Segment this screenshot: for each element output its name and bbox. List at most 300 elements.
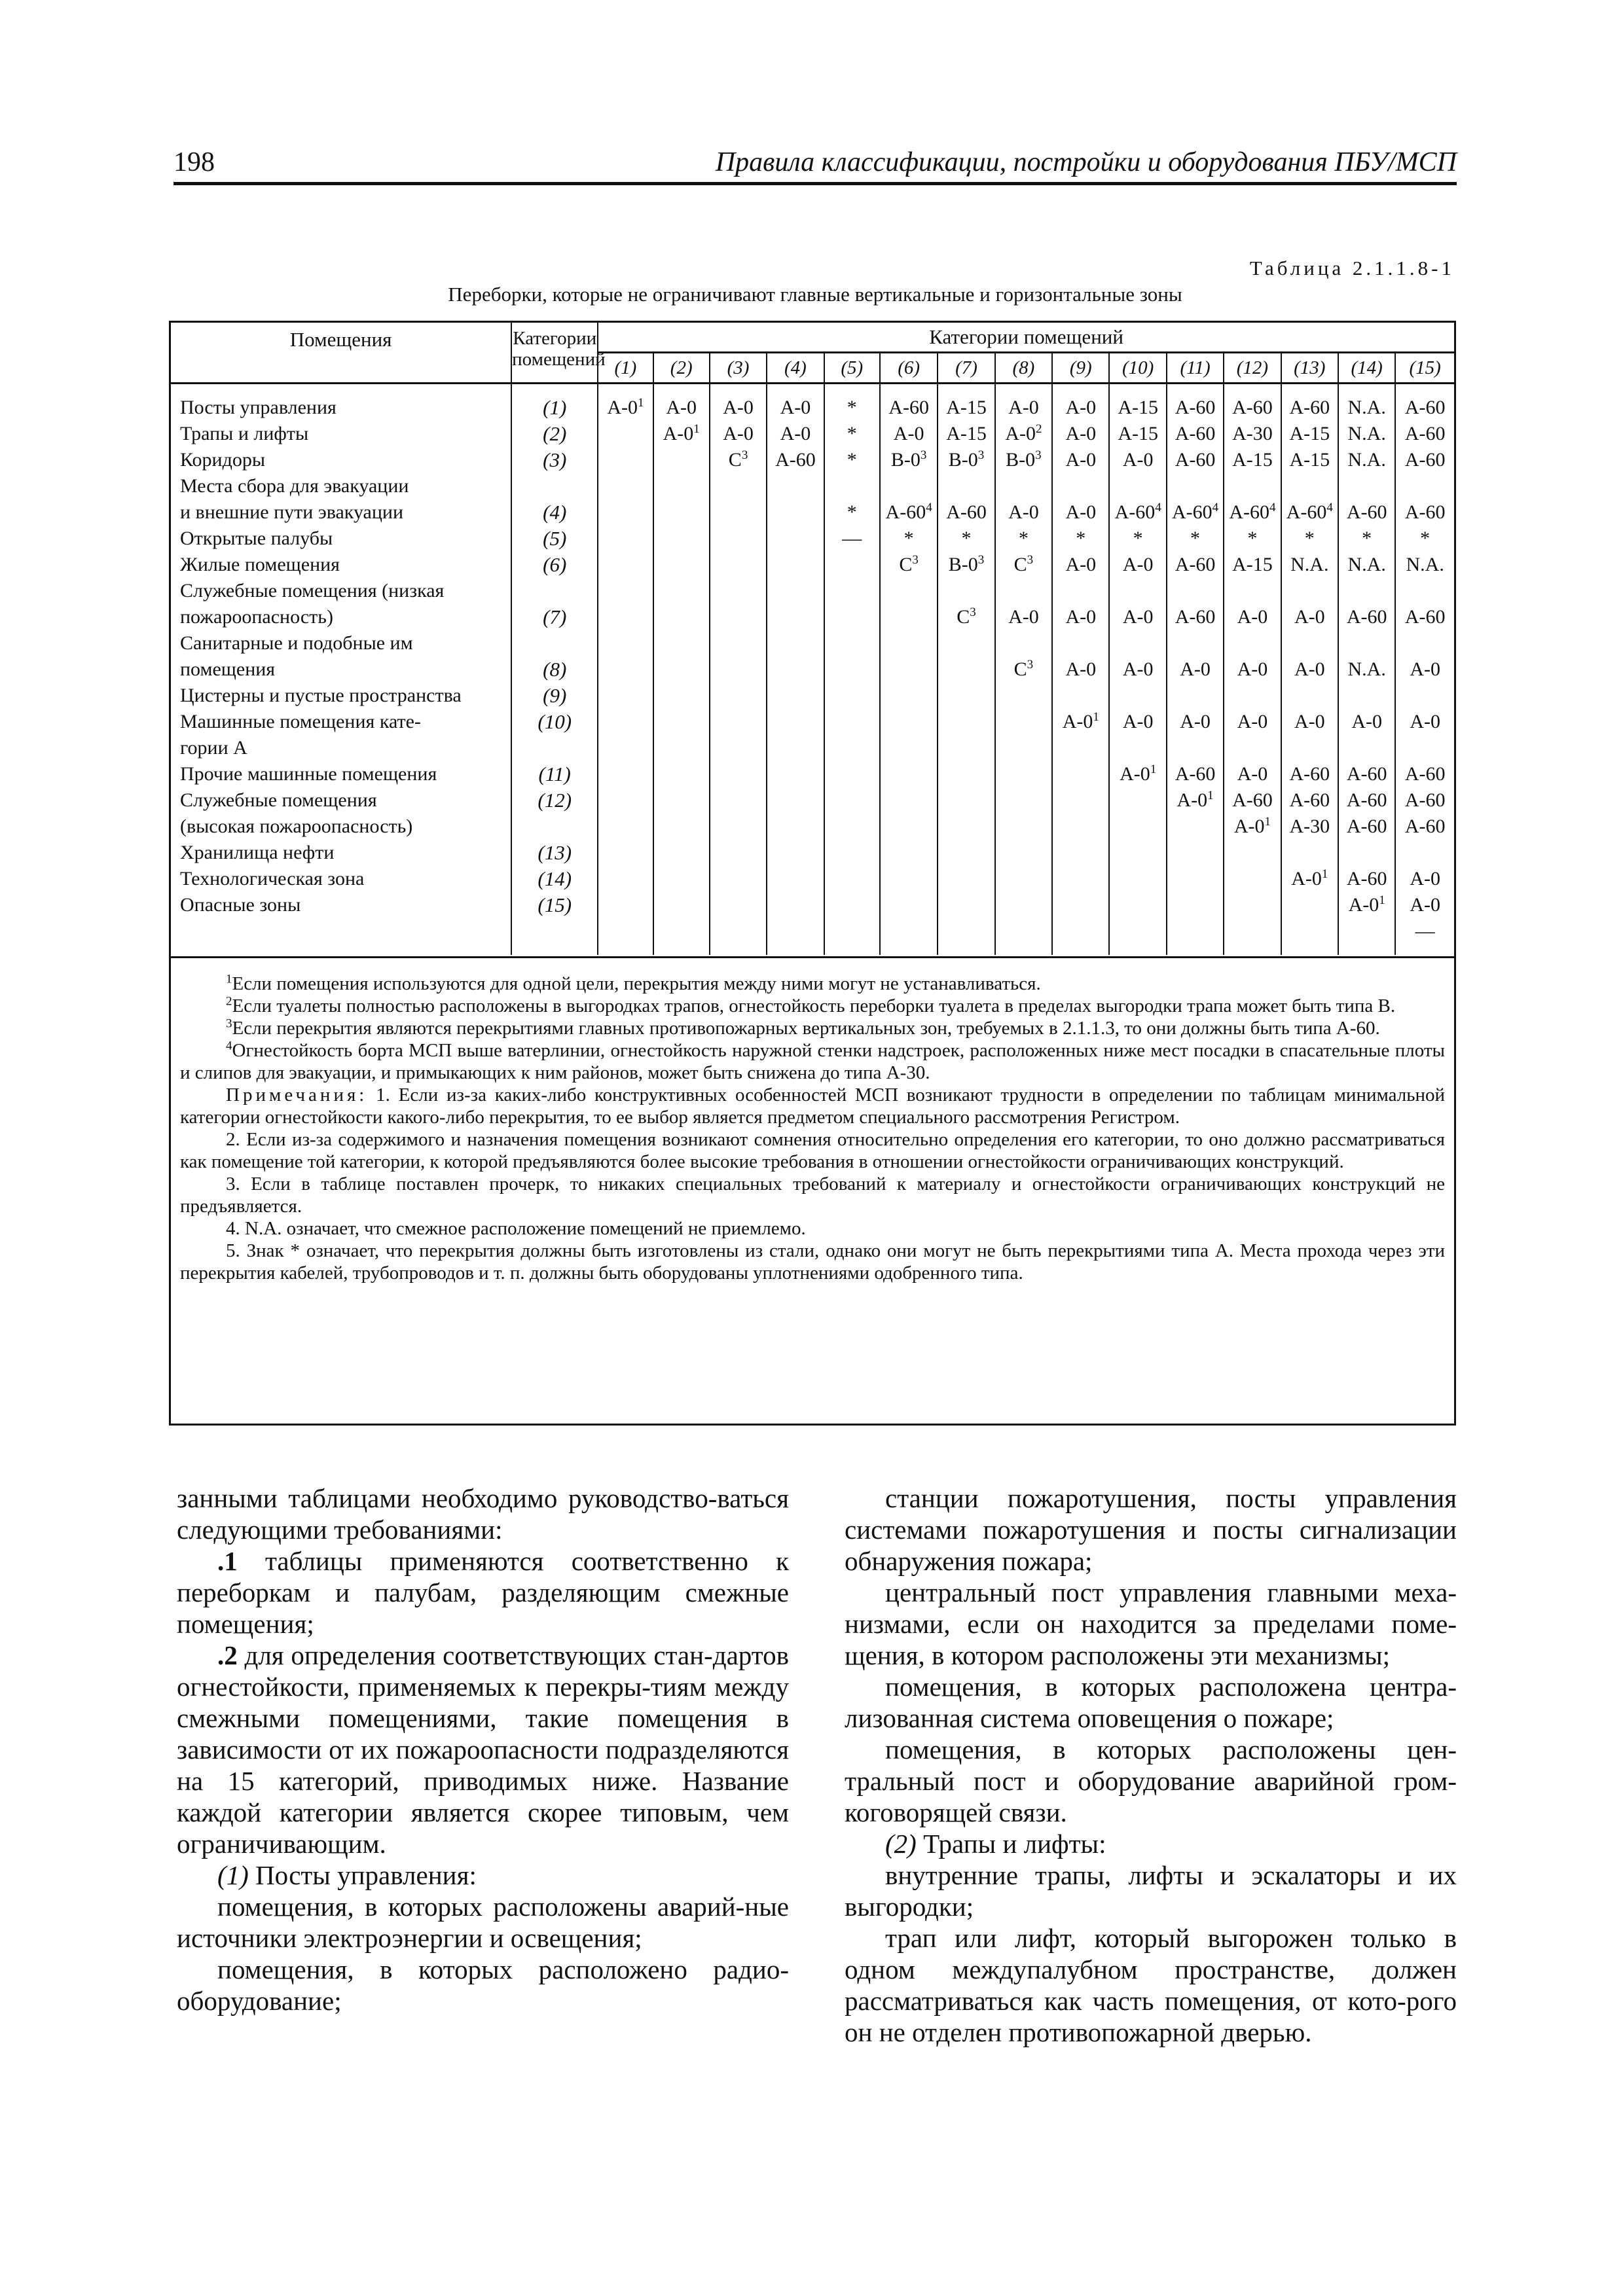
table-cell xyxy=(710,815,767,841)
table-cell xyxy=(938,762,994,789)
room-name: пожароопасность) xyxy=(171,605,511,632)
table-cell xyxy=(1281,632,1338,658)
table-row xyxy=(171,789,1454,815)
table-cell xyxy=(653,422,710,448)
table-cell xyxy=(938,789,994,815)
table-cell: A-0 xyxy=(653,384,710,423)
remark-3: 3. Если в таблице поставлен прочерк, то никаких специальных требований к материалу и огнестойкости ограничивающих конструкций не предъявляется. xyxy=(180,1174,1445,1217)
table-cell: A-60 xyxy=(1281,789,1338,815)
table-cell xyxy=(598,920,653,955)
table-cell xyxy=(710,579,767,605)
table-cell xyxy=(880,893,938,920)
table-cell xyxy=(767,893,824,920)
footnote-ref: 4 xyxy=(1155,501,1161,514)
footnote-ref: 4 xyxy=(1212,501,1219,514)
table-cell: A-60 xyxy=(1281,384,1338,423)
footnote-ref: 3 xyxy=(1035,448,1042,462)
table-cell: A-60 xyxy=(1404,423,1446,444)
table-cell: — xyxy=(824,527,880,553)
table-cell: A-0 xyxy=(1109,658,1166,684)
table-cell xyxy=(1395,579,1454,605)
table-cell xyxy=(710,605,767,632)
table-cell xyxy=(767,553,824,579)
table-cell xyxy=(1224,632,1281,658)
table-cell xyxy=(1224,893,1281,920)
table-cell xyxy=(995,632,1052,658)
cell-value: B-0 xyxy=(890,449,921,471)
room-name: Хранилища нефти xyxy=(171,841,511,867)
table-cell: A-0 xyxy=(995,384,1052,423)
column-number: (9) xyxy=(1052,353,1109,384)
table-row xyxy=(171,605,1454,632)
table-cell: * xyxy=(824,422,880,448)
table-cell xyxy=(1167,632,1224,658)
table-cell xyxy=(938,841,994,867)
footnote-ref: 4 xyxy=(1326,501,1333,514)
table-cell: A-0 xyxy=(1052,448,1109,475)
cell-value: A-0 xyxy=(1291,868,1322,889)
table-cell xyxy=(938,920,994,955)
cell-value: A-0 xyxy=(1120,763,1150,785)
room-category: (3) xyxy=(511,448,598,475)
table-cell xyxy=(1109,920,1166,955)
room-category xyxy=(511,815,598,841)
table-cell: * xyxy=(824,501,880,527)
table-cell xyxy=(1052,475,1109,501)
column-number: (12) xyxy=(1224,353,1281,384)
room-category: (11) xyxy=(511,762,598,789)
page-number: 198 xyxy=(173,147,215,177)
table-cell xyxy=(767,527,824,553)
table-cell: A-0 xyxy=(1167,710,1224,736)
table-cell xyxy=(1167,475,1224,501)
column-number: (11) xyxy=(1167,353,1224,384)
table-cell xyxy=(710,841,767,867)
table-cell: A-60 xyxy=(1281,762,1338,789)
cell-value: A-0 xyxy=(1176,789,1208,811)
table-cell: N.A. xyxy=(1338,553,1395,579)
table-cell xyxy=(653,815,710,841)
table-cell xyxy=(1281,841,1338,867)
table-cell xyxy=(824,579,880,605)
table-cell xyxy=(995,893,1052,920)
table-cell: A-60 xyxy=(1338,762,1395,789)
category-heading: (2) Трапы и лифты: xyxy=(885,1829,1106,1859)
table-cell xyxy=(767,815,824,841)
table-cell xyxy=(824,841,880,867)
table-row xyxy=(171,579,1454,605)
table-cell xyxy=(1109,789,1166,815)
fire-resistance-table xyxy=(171,323,1454,955)
table-cell xyxy=(710,632,767,658)
table-cell xyxy=(710,475,767,501)
table-cell xyxy=(710,762,767,789)
table-cell: * xyxy=(995,527,1052,553)
table-cell: * xyxy=(824,384,880,423)
table-cell xyxy=(1052,815,1109,841)
table-cell: * xyxy=(1224,527,1281,553)
table-cell xyxy=(1167,867,1224,893)
table-cell xyxy=(767,605,824,632)
table-cell xyxy=(1052,632,1109,658)
table-cell: * xyxy=(1167,527,1224,553)
table-cell xyxy=(598,448,653,475)
table-cell xyxy=(995,553,1052,579)
footnote-ref: 3 xyxy=(920,448,927,462)
table-cell: A-15 xyxy=(1109,384,1166,423)
table-cell: * xyxy=(1109,527,1166,553)
table-cell: A-15 xyxy=(938,384,994,423)
room-name: Машинные помещения кате- xyxy=(171,710,511,736)
table-cell xyxy=(710,710,767,736)
table-notes xyxy=(171,956,1454,1284)
room-category xyxy=(511,475,598,501)
cell-value: A-60 xyxy=(1229,501,1269,523)
table-cell xyxy=(995,815,1052,841)
room-name: Технологическая зона xyxy=(171,867,511,893)
table-cell xyxy=(995,422,1052,448)
cell-value: C xyxy=(1013,658,1027,680)
table-cell xyxy=(938,867,994,893)
table-cell xyxy=(938,658,994,684)
table-row xyxy=(171,422,1454,448)
cell-value: A-0 xyxy=(607,397,638,418)
table-cell: A-60 xyxy=(1404,789,1446,811)
table-row xyxy=(171,736,1454,762)
table-cell: A-60 xyxy=(1404,763,1446,785)
table-cell xyxy=(653,920,710,955)
table-cell xyxy=(767,789,824,815)
table-cell: A-0 xyxy=(1109,710,1166,736)
table-cell: A-15 xyxy=(1224,448,1281,475)
table-cell xyxy=(824,893,880,920)
table-cell: A-60 xyxy=(1167,384,1224,423)
table-cell xyxy=(653,684,710,710)
footnote-2: $^2$Если туалеты полностью расположены в выгородках трапов, огнестойкость переборки туалета в пределах выгородки трапа может быть типа В. xyxy=(226,994,1396,1016)
table-cell xyxy=(598,710,653,736)
table-cell xyxy=(1109,684,1166,710)
table-cell: A-15 xyxy=(1224,553,1281,579)
table-row xyxy=(171,448,1454,475)
table-cell xyxy=(598,527,653,553)
table-cell xyxy=(653,553,710,579)
table-cell xyxy=(938,605,994,632)
table-cell xyxy=(710,527,767,553)
paragraph: .2 для определения соответствующих стан-дартов огнестойкости, применяемых к перекры-тиям между смежными помещениями, такие помещения в зависимости от их пожароопасности подразделяются на 15 категорий, приводимых ниже. Название каждой категории является скорее типовым, чем ограничивающим. xyxy=(177,1640,789,1859)
room-name: Коридоры xyxy=(171,448,511,475)
table-cell xyxy=(1395,736,1454,762)
table-cell: A-0 xyxy=(1281,658,1338,684)
remarks-label: Примечания: xyxy=(226,1085,368,1105)
table-cell xyxy=(1395,475,1454,501)
category-heading: (1) Посты управления: xyxy=(217,1860,477,1890)
table-cell: A-15 xyxy=(1281,422,1338,448)
room-name: Опасные зоны xyxy=(171,893,511,920)
table-cell xyxy=(710,553,767,579)
table-cell xyxy=(995,658,1052,684)
table-cell xyxy=(598,762,653,789)
table-cell xyxy=(1167,841,1224,867)
table-cell xyxy=(598,815,653,841)
paragraph: помещения, в которых расположено радио-оборудование; xyxy=(177,1954,789,2016)
table-cell xyxy=(880,553,938,579)
table-cell: * xyxy=(1281,527,1338,553)
cell-value: A-60 xyxy=(1171,501,1213,523)
table-row xyxy=(171,384,1454,423)
table-cell: * xyxy=(880,527,938,553)
table-row xyxy=(171,893,1454,920)
table-cell: A-0 xyxy=(1410,868,1440,889)
table-cell xyxy=(938,553,994,579)
table-row xyxy=(171,553,1454,579)
table-cell xyxy=(995,710,1052,736)
table-cell xyxy=(1109,736,1166,762)
table-cell xyxy=(938,815,994,841)
table-cell xyxy=(1109,815,1166,841)
table-cell xyxy=(824,762,880,789)
table-cell xyxy=(767,920,824,955)
table-cell xyxy=(653,448,710,475)
table-row xyxy=(171,815,1454,841)
room-name: и внешние пути эвакуации xyxy=(171,501,511,527)
room-category: (12) xyxy=(511,789,598,815)
table-cell xyxy=(1167,736,1224,762)
paragraph: станции пожаротушения, посты управления системами пожаротушения и посты сигнализации обнаружения пожара; xyxy=(845,1483,1457,1576)
table-cell xyxy=(1167,579,1224,605)
table-cell xyxy=(880,579,938,605)
cell-value: A-0 xyxy=(663,423,694,444)
table-cell xyxy=(1052,789,1109,815)
running-title: Правила классификации, постройки и оборудования ПБУ/МСП xyxy=(715,147,1457,177)
table-cell: A-0 xyxy=(1281,605,1338,632)
table-cell xyxy=(653,867,710,893)
table-cell xyxy=(767,867,824,893)
table-row xyxy=(171,710,1454,736)
table-cell xyxy=(1338,632,1395,658)
room-category xyxy=(511,736,598,762)
paragraph: трап или лифт, который выгорожен только в одном междупалубном пространстве, должен рассматриваться как часть помещения, от кото-рого он не отделен противопожарной дверью. xyxy=(845,1923,1457,2047)
room-category: (2) xyxy=(511,422,598,448)
table-cell xyxy=(653,501,710,527)
table-cell xyxy=(938,579,994,605)
table-cell xyxy=(1224,501,1281,527)
room-category: (9) xyxy=(511,684,598,710)
footnote-ref: 1 xyxy=(1321,867,1328,881)
table-row xyxy=(171,684,1454,710)
table-cell xyxy=(598,501,653,527)
room-category: (13) xyxy=(511,841,598,867)
table-cell xyxy=(598,384,653,423)
table-cell xyxy=(710,684,767,710)
table-cell xyxy=(767,684,824,710)
table-row xyxy=(171,867,1454,893)
table-cell: A-0 xyxy=(1410,658,1440,680)
table-cell: A-0 xyxy=(995,605,1052,632)
table-cell xyxy=(1167,501,1224,527)
table-cell xyxy=(1052,710,1109,736)
table-cell xyxy=(1167,789,1224,815)
footnote-ref: 1 xyxy=(1379,893,1385,907)
table-cell xyxy=(1224,815,1281,841)
table-cell xyxy=(1338,893,1395,920)
table-cell xyxy=(880,605,938,632)
table-cell xyxy=(824,475,880,501)
table-cell: A-0 xyxy=(1052,605,1109,632)
table-cell xyxy=(598,684,653,710)
room-category: (8) xyxy=(511,658,598,684)
table-cell xyxy=(824,736,880,762)
table-cell xyxy=(995,448,1052,475)
footnote-ref: 2 xyxy=(1035,422,1042,436)
cell-value: B-0 xyxy=(948,554,978,575)
table-cell: A-60 xyxy=(767,448,824,475)
table-cell xyxy=(1281,920,1338,955)
table-row xyxy=(171,527,1454,553)
room-name: Места сбора для эвакуации xyxy=(171,475,511,501)
column-number: (5) xyxy=(824,353,880,384)
table-cell: A-0 xyxy=(995,501,1052,527)
paragraph: помещения, в которых расположены аварий-ные источники электроэнергии и освещения; xyxy=(177,1892,789,1953)
table-cell: A-0 xyxy=(767,422,824,448)
remark-1: Примечания: 1. Если из-за каких-либо конструктивных особенностей МСП возникают трудности в определении по таблицам минимальной категории огнестойкости какого-либо перекрытия, то ее выбор является предметом специального рассмотрения Регистром. xyxy=(180,1085,1446,1128)
column-number: (13) xyxy=(1281,353,1338,384)
table-cell xyxy=(1338,579,1395,605)
table-cell: N.A. xyxy=(1338,384,1395,423)
table-row xyxy=(171,632,1454,658)
table-cell xyxy=(1052,841,1109,867)
cell-value: B-0 xyxy=(1006,449,1036,471)
table-cell xyxy=(653,475,710,501)
paragraph: внутренние трапы, лифты и эскалаторы и их выгородки; xyxy=(845,1860,1457,1922)
table-cell xyxy=(1281,579,1338,605)
table-row xyxy=(171,475,1454,501)
table-cell xyxy=(598,605,653,632)
table-cell: A-60 xyxy=(1167,605,1224,632)
table-cell xyxy=(1167,815,1224,841)
table-cell: — xyxy=(1415,920,1435,942)
column-number: (7) xyxy=(938,353,994,384)
table-cell xyxy=(880,867,938,893)
table-cell xyxy=(1281,684,1338,710)
table-cell xyxy=(710,736,767,762)
table-cell xyxy=(1052,762,1109,789)
cell-value: C xyxy=(957,606,970,628)
table-row xyxy=(171,841,1454,867)
table-cell xyxy=(880,815,938,841)
table-cell: A-0 xyxy=(1410,711,1440,732)
page-header xyxy=(173,145,1457,185)
table-cell: A-0 xyxy=(1410,894,1440,916)
table-cell xyxy=(1109,841,1166,867)
table-cell: A-60 xyxy=(1338,867,1395,893)
header-room-categories: Категории помещений xyxy=(598,323,1454,353)
column-number: (6) xyxy=(880,353,938,384)
table-cell xyxy=(995,684,1052,710)
table-cell: A-60 xyxy=(1338,789,1395,815)
room-name: Санитарные и подобные им xyxy=(171,632,511,658)
cell-value: C xyxy=(899,554,913,575)
table-cell xyxy=(1338,736,1395,762)
table-cell xyxy=(653,893,710,920)
table-cell xyxy=(653,710,710,736)
table-cell: A-60 xyxy=(1224,789,1281,815)
table-cell: A-0 xyxy=(710,384,767,423)
table-cell: A-60 xyxy=(1167,553,1224,579)
table-cell: * xyxy=(938,527,994,553)
table-cell xyxy=(1224,475,1281,501)
table-cell xyxy=(767,710,824,736)
header-rooms: Помещения xyxy=(171,323,511,384)
room-name: гории А xyxy=(171,736,511,762)
table-cell xyxy=(995,867,1052,893)
table-cell: * xyxy=(1420,528,1431,549)
room-name: Жилые помещения xyxy=(171,553,511,579)
table-cell xyxy=(767,579,824,605)
footnote-ref: 3 xyxy=(970,605,976,619)
table-cell xyxy=(880,920,938,955)
table-cell xyxy=(938,475,994,501)
table-cell: A-60 xyxy=(938,501,994,527)
table-cell xyxy=(1052,920,1109,955)
column-number: (3) xyxy=(710,353,767,384)
table-cell: A-0 xyxy=(1052,422,1109,448)
table-cell xyxy=(1395,684,1454,710)
table-cell xyxy=(880,501,938,527)
table-cell: * xyxy=(824,448,880,475)
table-cell xyxy=(1109,762,1166,789)
table-cell xyxy=(598,422,653,448)
remark-5: 5. Знак * означает, что перекрытия должны быть изготовлены из стали, однако они могут не быть перекрытиями типа А. Места прохода через эти перекрытия кабелей, трубопроводов и т. п. должны быть оборудованы уплотнениями одобренного типа. xyxy=(180,1240,1445,1283)
table-cell xyxy=(880,762,938,789)
cell-value: A-60 xyxy=(885,501,926,523)
table-cell xyxy=(1224,841,1281,867)
room-category: (15) xyxy=(511,893,598,920)
footnote-ref: 3 xyxy=(1027,553,1034,567)
table-cell: A-30 xyxy=(1224,422,1281,448)
table-body xyxy=(171,384,1454,956)
cell-value: A-60 xyxy=(1286,501,1327,523)
room-name: Трапы и лифты xyxy=(171,422,511,448)
room-category xyxy=(511,920,598,955)
table-cell xyxy=(1109,893,1166,920)
footnote-4: $^4$Огнестойкость борта МСП выше ватерлинии, огнестойкость наружной стенки надстроек, расположенных ниже мест посадки в спасательные плоты и слипов для эвакуации, и примыкающих к ним районов, может быть снижена до типа А-30. xyxy=(180,1039,1445,1083)
table-cell xyxy=(880,632,938,658)
table-cell: N.A. xyxy=(1338,658,1395,684)
room-category xyxy=(511,579,598,605)
table-cell: A-15 xyxy=(1109,422,1166,448)
table-cell xyxy=(1281,893,1338,920)
paragraph: помещения, в которых расположена центра-лизованная система оповещения о пожаре; xyxy=(845,1672,1457,1733)
cell-value: A-60 xyxy=(1114,501,1156,523)
table-cell xyxy=(653,579,710,605)
table-cell xyxy=(767,736,824,762)
remark-4: 4. N.A. означает, что смежное расположение помещений не приемлемо. xyxy=(226,1218,806,1239)
table-cell xyxy=(1109,475,1166,501)
table-cell xyxy=(938,632,994,658)
table-cell: A-0 xyxy=(1109,448,1166,475)
table-cell xyxy=(880,475,938,501)
footnote-1: $^1$Если помещения используются для одной цели, перекрытия между ними могут не устанавливаться. xyxy=(226,972,1041,994)
cell-value: C xyxy=(728,449,742,471)
table-cell xyxy=(1224,736,1281,762)
table-cell xyxy=(880,789,938,815)
footnote-3: $^3$Если перекрытия являются перекрытиями главных противопожарных вертикальных зон, требуемых в 2.1.1.3, то они должны быть типа А-60. xyxy=(226,1016,1380,1039)
table-cell xyxy=(1281,501,1338,527)
table-cell xyxy=(653,736,710,762)
table-cell xyxy=(767,762,824,789)
table-cell xyxy=(767,658,824,684)
footnote-ref: 1 xyxy=(693,422,700,436)
